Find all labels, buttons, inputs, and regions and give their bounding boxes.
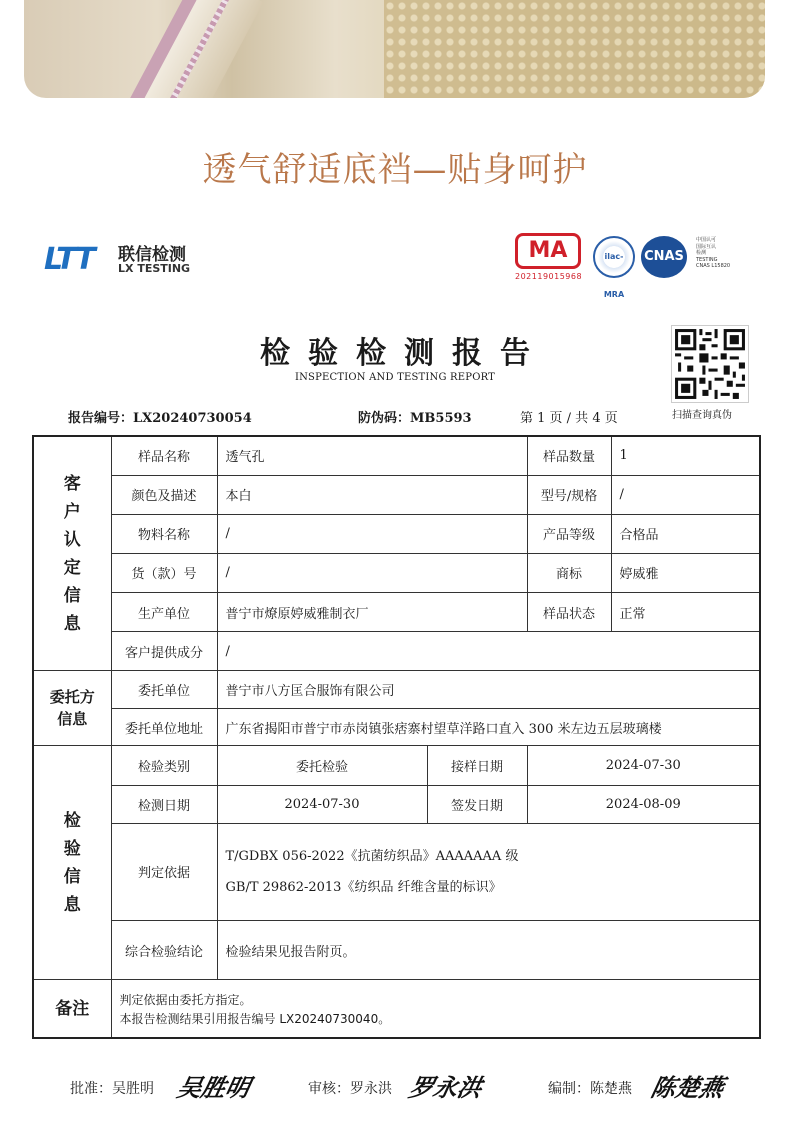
field-label: 接样日期 (427, 746, 527, 785)
product-photo (24, 0, 765, 98)
reviewer-signature: 罗永洪 (406, 1073, 485, 1102)
field-label: 物料名称 (111, 514, 217, 553)
remarks-content (111, 980, 760, 1038)
report-title: 检验检测报告 (260, 336, 548, 371)
qr-caption: 扫描查询真伪 (672, 410, 732, 421)
report-subtitle: INSPECTION AND TESTING REPORT (294, 372, 496, 383)
table-row (33, 514, 760, 553)
table-row (33, 671, 760, 709)
table-row (33, 593, 760, 632)
lab-name-cn: 联信检测 (118, 245, 186, 265)
field-label: 颜色及描述 (111, 475, 217, 514)
field-value: 本白 (217, 475, 527, 514)
field-value: 2024-07-30 (527, 746, 760, 785)
basis-standard-2: GB/T 29862-2013《纺织品 纤维含量的标识》 (225, 879, 502, 895)
table-row (33, 785, 760, 823)
page-headline: 透气舒适底裆—贴身呵护 (202, 150, 588, 190)
field-value: 2024-08-09 (527, 785, 760, 823)
field-value: / (217, 514, 527, 553)
field-value: / (217, 553, 527, 592)
inspection-section-title: 检验信息 (33, 746, 111, 980)
field-label: 检验类别 (111, 746, 217, 785)
remarks-title: 备注 (33, 980, 111, 1038)
field-label: 委托单位 (111, 671, 217, 709)
field-label: 商标 (527, 553, 611, 592)
field-label: 综合检验结论 (111, 921, 217, 980)
field-value: 正常 (611, 593, 760, 632)
field-label: 客户提供成分 (111, 632, 217, 671)
field-label: 委托单位地址 (111, 709, 217, 746)
table-row (33, 475, 760, 514)
report-table (32, 435, 761, 1039)
field-label: 样品状态 (527, 593, 611, 632)
table-row (33, 632, 760, 671)
field-value: 检验结果见报告附页。 (217, 921, 760, 980)
remark-line: 本报告检测结果引用报告编号 LX20240730040。 (119, 1011, 391, 1026)
report-number-value: LX20240730054 (133, 411, 252, 426)
field-value: 普宁市燎原婷威雅制衣厂 (217, 593, 527, 632)
table-row (33, 746, 760, 785)
field-value: / (217, 632, 760, 671)
field-value: 合格品 (611, 514, 760, 553)
field-value: 2024-07-30 (217, 785, 427, 823)
basis-standard-1: T/GDBX 056-2022《抗菌纺织品》AAAAAAA 级 (225, 848, 519, 864)
mesh-fabric (384, 0, 765, 98)
field-label: 样品数量 (527, 436, 611, 475)
security-code-label: 防伪码： (358, 411, 411, 426)
client-section-title: 客户认定信息 (33, 436, 111, 671)
table-row (33, 553, 760, 592)
field-value: 普宁市八方匡合服饰有限公司 (217, 671, 760, 709)
report-number-label: 报告编号： (68, 411, 134, 426)
qr-code[interactable] (671, 325, 749, 403)
remark-line: 判定依据由委托方指定。 (119, 992, 252, 1007)
field-label: 签发日期 (427, 785, 527, 823)
cnas-logo: CNAS (641, 236, 687, 278)
table-row (33, 921, 760, 980)
table-row (33, 823, 760, 920)
field-value: / (611, 475, 760, 514)
field-label: 货（款）号 (111, 553, 217, 592)
approver-label: 批准：吴胜明 (70, 1081, 154, 1097)
table-row (33, 436, 760, 475)
lab-name-en: LX TESTING (118, 262, 191, 275)
page-indicator: 第 1 页 / 共 4 页 (520, 411, 618, 426)
field-value: 广东省揭阳市普宁市赤岗镇张痞寨村望草洋路口直入 300 米左边五层玻璃楼 (217, 709, 760, 746)
ilac-mra-logo: ilac-MRA (593, 236, 635, 278)
preparer-label: 编制：陈楚燕 (548, 1081, 632, 1097)
reviewer-label: 审核：罗永洪 (308, 1081, 392, 1097)
field-label: 样品名称 (111, 436, 217, 475)
cma-number: 202119015968 (515, 272, 583, 281)
field-label: 检测日期 (111, 785, 217, 823)
qr-code-icon (672, 326, 748, 402)
cnas-text: 中国认可 国际互认 检测 TESTING CNAS L15820 (696, 237, 731, 270)
preparer-signature: 陈楚燕 (648, 1073, 727, 1102)
approver-signature: 吴胜明 (174, 1073, 253, 1102)
field-value: 委托检验 (217, 746, 427, 785)
security-code (358, 407, 472, 426)
cma-logo: MA (515, 233, 581, 269)
field-value: 透气孔 (217, 436, 527, 475)
field-label: 判定依据 (111, 823, 217, 920)
field-label: 产品等级 (527, 514, 611, 553)
cma-mark (515, 233, 587, 285)
report-number (68, 407, 252, 426)
lx-logo-mark: LTT (44, 242, 94, 277)
table-row (33, 980, 760, 1038)
field-value (217, 823, 760, 920)
field-value: 婷威雅 (611, 553, 760, 592)
security-code-value: MB5593 (410, 411, 472, 426)
field-label: 生产单位 (111, 593, 217, 632)
principal-section-title: 委托方 信息 (33, 671, 111, 746)
field-label: 型号/规格 (527, 475, 611, 514)
table-row (33, 709, 760, 746)
field-value: 1 (611, 436, 760, 475)
lx-testing-logo (44, 238, 194, 278)
